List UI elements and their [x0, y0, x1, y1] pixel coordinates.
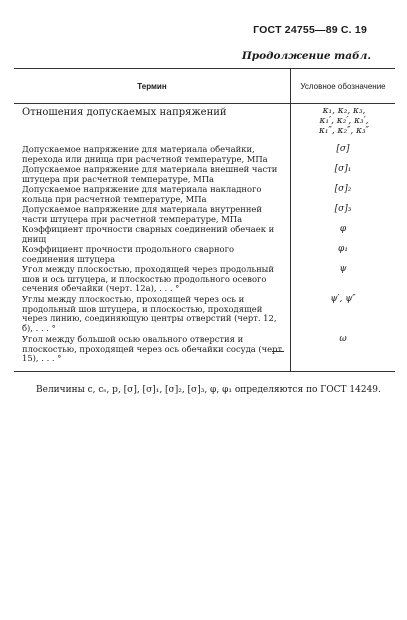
table-row-symbol: [σ]₁ [334, 164, 352, 174]
column-divider [290, 103, 291, 371]
table-row-term: Коэффициент прочности сварных соединений обечаек и днищ [22, 224, 275, 244]
table-row-symbol: [σ]₃ [334, 204, 352, 214]
table-row-symbol: φ₁ [338, 244, 348, 254]
table-row-term: Допускаемое напряжение для материала накладного кольца при расчетной температуре, МПа [22, 184, 262, 204]
table-row-symbol: ω [339, 334, 347, 344]
table-row-term: Допускаемое напряжение для материала внешней части штуцера при расчетной температуре, МПа [22, 164, 278, 184]
dash-mark [272, 351, 284, 352]
table-row-symbol: [σ]₂ [334, 184, 352, 194]
footnote: Величины c, cₛ, p, [σ], [σ]₁, [σ]₂, [σ]₃, φ, φ₁ определяются по ГОСТ 14249. [36, 385, 381, 395]
column-header-symbol: Условное обозначение [291, 69, 395, 104]
table-row-term: Угол между плоскостью, проходящей через продольный шов и ось штуцера, и плоскостью продольного осевого сечения обечайки (черт. 12а), . . . ° [22, 264, 274, 294]
table-row-symbol: φ [339, 224, 347, 234]
table-row-term: Угол между большой осью овального отверстия и плоскостью, проходящей через ось обечайки сосуда (черт. 15), . . . ° [22, 334, 285, 364]
table-row-term: Отношения допускаемых напряжений [22, 107, 227, 118]
table-continuation-label: Продолжение табл. [241, 50, 371, 62]
terms-table [14, 68, 395, 372]
standard-header: ГОСТ 24755—89 С. 19 [253, 24, 367, 36]
table-row-term: Допускаемое напряжение для материала внутренней части штуцера при расчетной температуре, МПа [22, 204, 262, 224]
table-row-symbol: ψ [339, 264, 347, 274]
table-row-symbol: [σ] [336, 144, 350, 154]
table-row-term: Допускаемое напряжение для материала обечайки, перехода или днища при расчетной температуре, МПа [22, 144, 268, 164]
table-row-term: Углы между плоскостью, проходящей через ось и продольный шов штуцера, и плоскостью, проходящей через линию, соединяющую центры отверстий (черт. 12, б), . . . ° [22, 294, 277, 333]
table-row-symbol: ψ′, ψ″ [330, 294, 356, 304]
table-row-symbol: κ₁, κ₂, κ₃, κ₁′, κ₂′, κ₃′, κ₁″, κ₂″, κ₃″ [318, 106, 370, 136]
table-row-term: Коэффициент прочности продольного сварного соединения штуцера [22, 244, 235, 264]
column-header-term: Термин [14, 69, 291, 104]
